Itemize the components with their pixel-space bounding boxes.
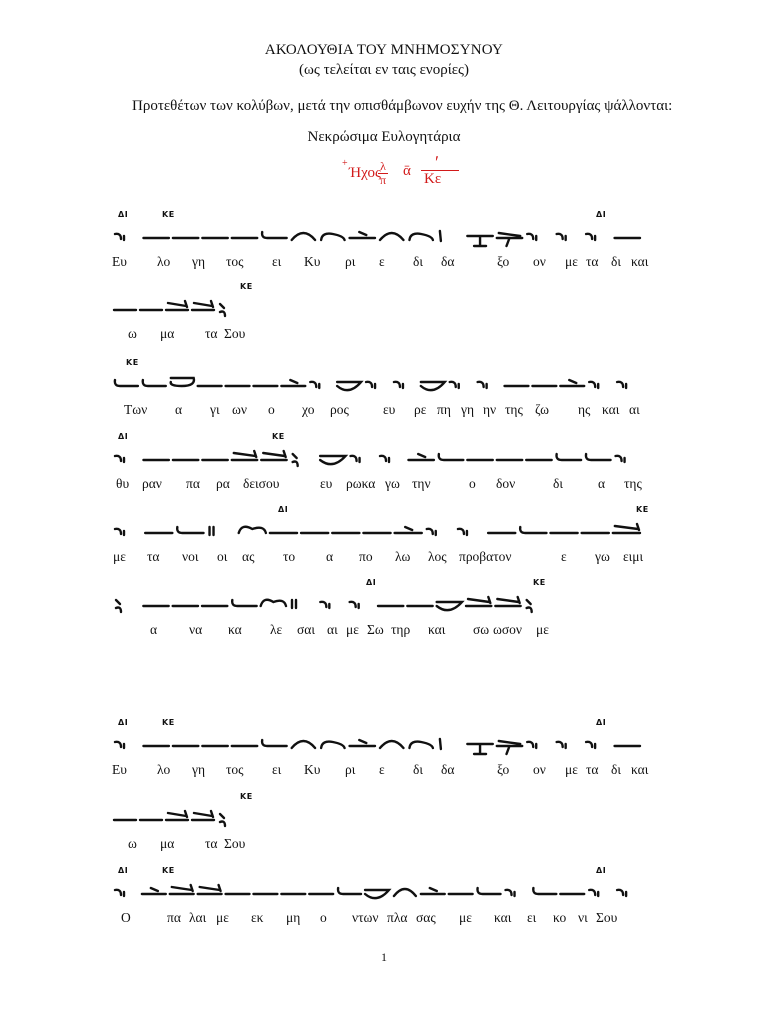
neume-glyph: [210, 527, 214, 535]
syllable: ξο: [497, 254, 510, 269]
syllable: λω: [395, 549, 411, 564]
syllable: ο: [268, 402, 275, 417]
neume-glyph: [613, 524, 640, 533]
syllable: λος: [428, 549, 447, 564]
neume-notation: [112, 806, 672, 836]
syllable: Ο: [121, 910, 131, 925]
martyria-mark: ΔΙ: [596, 210, 607, 219]
neume-glyph: [589, 382, 598, 388]
neume-glyph: [321, 742, 344, 748]
syllable: μα: [160, 836, 175, 851]
neume-glyph: [409, 234, 432, 240]
syllable: δον: [496, 476, 516, 491]
neume-glyph: [467, 744, 492, 754]
neume-glyph: [477, 888, 500, 894]
mode-fraction: [377, 160, 389, 187]
syllable: σαι: [297, 622, 315, 637]
syllable: το: [283, 549, 296, 564]
neume-glyph: [380, 456, 389, 462]
syllable: ο: [320, 910, 327, 925]
neume-glyph: [421, 382, 445, 390]
syllable: ε: [561, 549, 567, 564]
neume-glyph: [292, 741, 315, 748]
syllable: Κυ: [304, 254, 321, 269]
lyric-syllables: [0, 622, 768, 640]
neume-glyph: [617, 890, 626, 896]
neume-notation: [112, 446, 672, 476]
syllable: νοι: [182, 549, 199, 564]
syllable: και: [494, 910, 512, 925]
syllable: ας: [242, 549, 255, 564]
neume-glyph: [220, 304, 225, 316]
martyria-mark: ΔΙ: [118, 432, 129, 441]
neume-glyph: [192, 811, 214, 820]
syllable: με: [459, 910, 472, 925]
martyria-mark: ΔΙ: [118, 718, 129, 727]
neume-glyph: [170, 885, 194, 894]
neume-glyph: [557, 742, 566, 748]
syllable: πη: [437, 402, 451, 417]
neume-glyph: [261, 451, 286, 460]
mode-fraction-top: λ: [380, 159, 386, 173]
syllable: Κυ: [304, 762, 321, 777]
neume-glyph: [427, 529, 436, 535]
neume-glyph: [395, 527, 422, 533]
syllable: δι: [611, 254, 621, 269]
neume-glyph: [166, 811, 188, 820]
syllable: και: [428, 622, 446, 637]
syllable: ξο: [497, 762, 510, 777]
neume-glyph: [292, 233, 315, 240]
syllable: ην: [483, 402, 497, 417]
neume-glyph: [350, 232, 375, 238]
syllable: ει: [272, 762, 282, 777]
neume-glyph: [380, 233, 403, 240]
syllable: σω: [473, 622, 490, 637]
neume-glyph: [437, 602, 462, 610]
neume-glyph: [557, 454, 582, 460]
syllable: δα: [441, 254, 455, 269]
syllable: ης: [578, 402, 591, 417]
syllable: πα: [167, 910, 181, 925]
neume-glyph: [439, 454, 464, 460]
section-title: Νεκρώσιμα Ευλογητάρια: [307, 129, 461, 145]
syllable: α: [598, 476, 606, 491]
neume-glyph: [586, 234, 595, 240]
neume-glyph: [239, 527, 266, 533]
syllable: τα: [205, 836, 218, 851]
neume-glyph: [617, 382, 626, 388]
syllable: θυ: [116, 476, 130, 491]
neume-glyph: [616, 456, 625, 462]
syllable: με: [536, 622, 549, 637]
syllable: γω: [595, 549, 610, 564]
martyria-mark: ΚΕ: [162, 718, 175, 727]
syllable: ω: [128, 836, 137, 851]
neume-glyph: [586, 454, 611, 460]
neume-glyph: [450, 382, 459, 388]
syllable: Σου: [224, 326, 246, 341]
neume-glyph: [142, 888, 166, 894]
neume-glyph: [321, 234, 344, 240]
neume-glyph: [198, 885, 222, 894]
syllable: ει: [527, 910, 537, 925]
syllable: τα: [586, 762, 599, 777]
martyria-mark: ΔΙ: [278, 505, 289, 514]
syllable: κο: [553, 910, 567, 925]
ke-signature: [421, 152, 459, 192]
ke-label: Κε: [424, 171, 442, 187]
mode-fraction-bottom: π: [379, 173, 387, 187]
syllable: δι: [413, 762, 423, 777]
syllable: α: [150, 622, 158, 637]
lyric-syllables: [0, 326, 768, 344]
syllable: μα: [160, 326, 175, 341]
syllable: Ευ: [112, 254, 127, 269]
neume-glyph: [115, 234, 124, 240]
syllable: δεισου: [243, 476, 280, 491]
neume-glyph: [557, 234, 566, 240]
syllable: α: [326, 549, 334, 564]
martyria-mark: ΚΕ: [162, 866, 175, 875]
neume-notation: [112, 224, 672, 254]
neume-glyph: [115, 742, 124, 748]
intro-rubric: Προτεθέτων των κολύβων, μετά την οπισθάμβωνον ευχήν της Θ. Λειτουργίας ψάλλονται:: [132, 98, 673, 114]
neume-glyph: [458, 529, 467, 535]
syllable: τα: [147, 549, 160, 564]
syllable: ρα: [216, 476, 230, 491]
syllable: ον: [533, 254, 546, 269]
syllable: και: [602, 402, 620, 417]
syllable: κα: [228, 622, 242, 637]
lyric-syllables: [0, 254, 768, 272]
syllable: ραν: [142, 476, 162, 491]
martyria-mark: ΚΕ: [272, 432, 285, 441]
syllable: με: [565, 762, 578, 777]
neume-glyph: [421, 888, 445, 894]
syllable: γη: [192, 254, 206, 269]
syllable: λο: [157, 762, 171, 777]
syllable: λε: [270, 622, 283, 637]
page-number: 1: [381, 950, 387, 964]
neume-glyph: [262, 740, 287, 746]
neume-glyph: [527, 234, 536, 240]
syllable: ρωκα: [346, 476, 376, 491]
neume-glyph: [351, 456, 360, 462]
neume-notation: [112, 372, 672, 402]
page-subtitle: (ως τελείται εν ταις ενορίες): [299, 62, 469, 78]
neume-glyph: [520, 527, 546, 533]
martyria-sign: ᾱ: [403, 163, 411, 179]
neume-glyph: [497, 233, 522, 246]
lyric-syllables: [0, 910, 768, 928]
neume-glyph: [440, 739, 441, 749]
syllable: μη: [286, 910, 301, 925]
neume-glyph: [166, 301, 188, 310]
neume-glyph: [394, 889, 416, 896]
neume-notation: [112, 592, 672, 622]
syllable: πα: [186, 476, 200, 491]
syllable: Σω: [367, 622, 384, 637]
neume-glyph: [292, 600, 296, 608]
syllable: ντων: [352, 910, 379, 925]
syllable: τα: [586, 254, 599, 269]
syllable: πλα: [387, 910, 408, 925]
neume-glyph: [533, 888, 556, 894]
syllable: λο: [157, 254, 171, 269]
lyric-syllables: [0, 402, 768, 420]
neume-glyph: [220, 814, 225, 826]
martyria-mark: ΔΙ: [366, 578, 377, 587]
accent-mark: ʹ: [435, 152, 439, 172]
syllable: ειμι: [623, 549, 644, 564]
neume-glyph: [495, 597, 520, 606]
syllable: προβατον: [459, 549, 512, 564]
neume-glyph: [310, 382, 319, 388]
syllable: Σου: [596, 910, 618, 925]
neume-glyph: [380, 741, 403, 748]
syllable: αι: [629, 402, 640, 417]
syllable: να: [189, 622, 203, 637]
syllable: νι: [578, 910, 588, 925]
syllable: γω: [385, 476, 400, 491]
neume-glyph: [232, 451, 257, 460]
neume-glyph: [320, 456, 345, 464]
syllable: ε: [379, 762, 385, 777]
syllable: εκ: [251, 910, 264, 925]
neume-glyph: [116, 600, 121, 612]
syllable: δα: [441, 762, 455, 777]
syllable: με: [346, 622, 359, 637]
syllable: την: [412, 476, 431, 491]
syllable: τος: [226, 254, 244, 269]
neume-glyph: [115, 529, 124, 535]
neume-glyph: [586, 742, 595, 748]
martyria-mark: ΔΙ: [596, 718, 607, 727]
syllable: σας: [416, 910, 436, 925]
syllable: δι: [611, 762, 621, 777]
syllable: ζω: [535, 402, 549, 417]
syllable: Των: [124, 402, 148, 417]
syllable: οι: [217, 549, 228, 564]
page-title: ΑΚΟΛΟΥΘΙΑ ΤΟΥ ΜΝΗΜΟΣΥΝΟΥ: [264, 42, 504, 58]
syllable: με: [565, 254, 578, 269]
syllable: α: [175, 402, 183, 417]
martyria-mark: ΚΕ: [240, 282, 253, 291]
neume-glyph: [478, 382, 487, 388]
martyria-mark: ΔΙ: [596, 866, 607, 875]
martyria-mark: ΚΕ: [126, 358, 139, 367]
syllable: ρος: [330, 402, 349, 417]
neume-glyph: [467, 236, 492, 246]
syllable: γι: [210, 402, 220, 417]
neume-glyph: [192, 301, 214, 310]
martyria-mark: ΔΙ: [118, 210, 129, 219]
neume-glyph: [350, 740, 375, 746]
syllable: ον: [533, 762, 546, 777]
lyric-syllables: [0, 762, 768, 780]
martyria-mark: ΚΕ: [240, 792, 253, 801]
syllable: ρι: [345, 762, 356, 777]
neume-glyph: [337, 382, 361, 390]
neume-glyph: [589, 890, 598, 896]
neume-glyph: [527, 600, 532, 612]
syllable: πο: [359, 549, 373, 564]
neume-glyph: [115, 890, 124, 896]
syllable: χο: [302, 402, 315, 417]
syllable: ω: [128, 326, 137, 341]
neume-glyph: [365, 890, 389, 898]
neume-glyph: [293, 454, 298, 466]
syllable: γη: [461, 402, 475, 417]
syllable: και: [631, 762, 649, 777]
syllable: τος: [226, 762, 244, 777]
syllable: με: [216, 910, 229, 925]
neume-glyph: [143, 380, 166, 386]
lyric-syllables: [0, 476, 768, 494]
neume-glyph: [366, 382, 375, 388]
syllable: ρι: [345, 254, 356, 269]
neume-glyph: [115, 380, 138, 386]
syllable: ευ: [383, 402, 396, 417]
neume-glyph: [408, 454, 433, 460]
neume-glyph: [261, 600, 286, 606]
martyria-mark: ΚΕ: [636, 505, 649, 514]
neume-glyph: [177, 527, 203, 533]
neume-glyph: [232, 600, 256, 606]
syllable: τηρ: [391, 622, 411, 637]
syllable: ο: [469, 476, 476, 491]
neume-glyph: [506, 890, 515, 896]
neume-glyph: [171, 378, 194, 386]
syllable: ευ: [320, 476, 333, 491]
martyria-mark: ΚΕ: [533, 578, 546, 587]
syllable: με: [113, 549, 126, 564]
syllable: δι: [553, 476, 563, 491]
martyria-mark: ΔΙ: [118, 866, 129, 875]
syllable: ε: [379, 254, 385, 269]
lyric-syllables: [0, 549, 768, 567]
syllable: ων: [232, 402, 247, 417]
neume-notation: [112, 880, 672, 910]
syllable: της: [505, 402, 523, 417]
martyria-mark: ΚΕ: [162, 210, 175, 219]
neume-notation: [112, 519, 672, 549]
neume-notation: [112, 296, 672, 326]
syllable: της: [624, 476, 642, 491]
syllable: Ευ: [112, 762, 127, 777]
syllable: γη: [192, 762, 206, 777]
syllable: ει: [272, 254, 282, 269]
syllable: ρε: [414, 402, 427, 417]
syllable: τα: [205, 326, 218, 341]
syllable: και: [631, 254, 649, 269]
mode-word: Ήχος: [349, 165, 381, 181]
neume-glyph: [466, 597, 491, 606]
neume-glyph: [440, 231, 441, 241]
syllable: δι: [413, 254, 423, 269]
neume-glyph: [338, 888, 361, 894]
lyric-syllables: [0, 836, 768, 854]
neume-glyph: [497, 741, 522, 754]
syllable: αι: [327, 622, 338, 637]
neume-glyph: [320, 602, 329, 608]
neume-glyph: [394, 382, 403, 388]
syllable: Σου: [224, 836, 246, 851]
neume-glyph: [560, 380, 584, 386]
syllable: ωσον: [493, 622, 523, 637]
neume-glyph: [262, 232, 287, 238]
neume-glyph: [115, 456, 124, 462]
syllable: λαι: [189, 910, 207, 925]
neume-notation: [112, 732, 672, 762]
neume-glyph: [350, 602, 359, 608]
neume-glyph: [409, 742, 432, 748]
neume-glyph: [281, 380, 305, 386]
neume-glyph: [527, 742, 536, 748]
cross-icon: +: [342, 158, 348, 169]
